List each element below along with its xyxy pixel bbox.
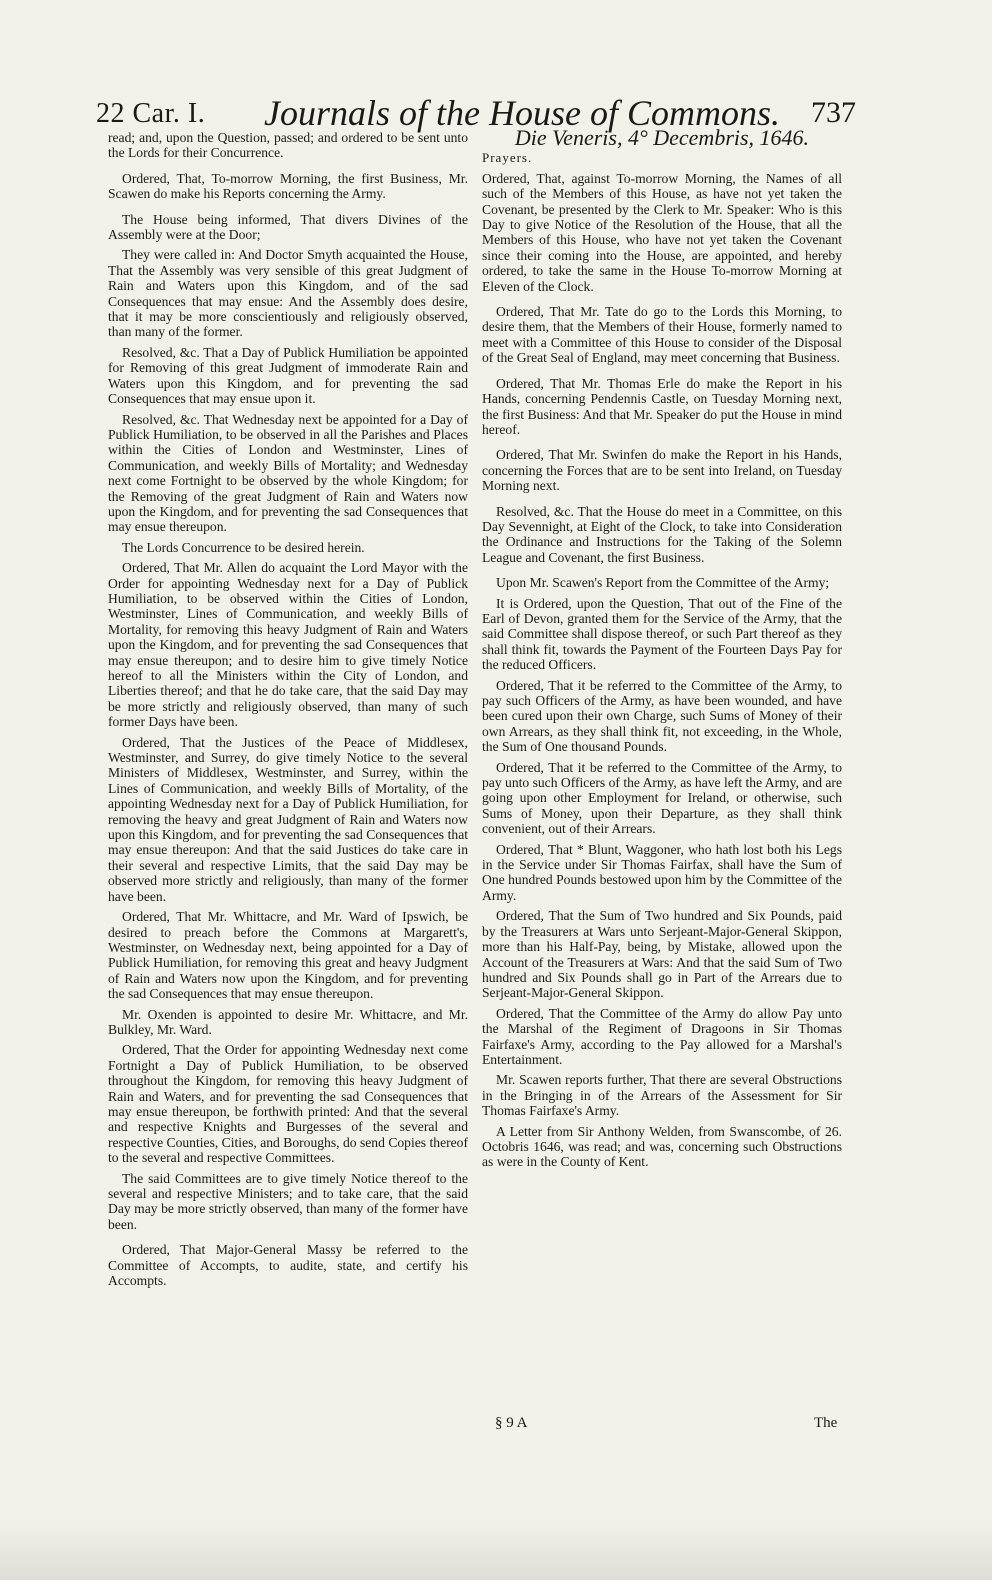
left-column (108, 130, 468, 1293)
page-edge-shadow (0, 1520, 992, 1580)
paragraph: Ordered, That Major-General Massy be referred to the Committee of Accompts, to audite, state, and certify his Accompts. (108, 1242, 468, 1289)
reign-label: 22 Car. I. (96, 98, 206, 129)
paragraph: Ordered, That the Committee of the Army do allow Pay unto the Marshal of the Regiment of Dragoons in Sir Thomas Fairfaxe's Army, according to the Pay allowed for a Marshal's Entertainment. (482, 1005, 842, 1067)
paragraph: Resolved, &c. That Wednesday next be appointed for a Day of Publick Humiliation, to be observed in all the Parishes and Places within the Cities of London and Westminster, Lines of Communication, and weekly Bills of Mortality; and Wednesday next come Fortnight to be observed by the whole Kingdom; for the Removing of the great Judgment of Rain and Waters now upon the Kingdom, and for preventing the sad Consequences that may ensue thereupon. (108, 411, 468, 535)
paragraph: The House being informed, That divers Divines of the Assembly were at the Door; (108, 211, 468, 243)
paragraph: A Letter from Sir Anthony Welden, from Swanscombe, of 26. Octobris 1646, was read; and was, concerning such Obstructions as were in the County of Kent. (482, 1123, 842, 1170)
paragraph: Upon Mr. Scawen's Report from the Committee of the Army; (496, 575, 830, 591)
paragraph: Mr. Scawen reports further, That there are several Obstructions in the Bringing in of the Arrears of the Assessment for Sir Thomas Fairfaxe's Army. (482, 1072, 842, 1119)
paragraph: Resolved, &c. That a Day of Publick Humiliation be appointed for Removing of this great Judgment of immoderate Rain and Waters upon this Kingdom, and for preventing the sad Consequences that may ensue upon it. (108, 344, 468, 407)
paragraph: Ordered, That, against To-morrow Morning, the Names of all such of the Members of this House, as have not yet taken the Covenant, be presented by the Clerk to Mr. Speaker: Who is this Day to give Notice of the Resolution of the House, that all the Members of this House, who have not yet taken the Covenant since their coming into the House, are appointed, and hereby ordered, to take the same in the House To-morrow Morning at Eleven of the Clock. (482, 170, 842, 294)
signature-mark: § 9 A (495, 1415, 528, 1431)
paragraph: Ordered, That Mr. Thomas Erle do make the Report in his Hands, concerning Pendennis Castle, on Tuesday Morning next, the first Business: And that Mr. Speaker do put the House in mind hereof. (482, 375, 842, 437)
page-number: 737 (811, 96, 856, 129)
paragraph: Ordered, That Mr. Whittacre, and Mr. Ward of Ipswich, be desired to preach before the Commons at Margarett's, Westminster, on Wednesday next, being appointed for a Day of Publick Humiliation, for removing this great and heavy Judgment of Rain and Waters now upon the Kingdom, and for preventing the sad Consequences that may ensue thereupon. (108, 909, 468, 1002)
paragraph: Mr. Oxenden is appointed to desire Mr. Whittacre, and Mr. Bulkley, Mr. Ward. (108, 1006, 468, 1037)
paragraph: The said Committees are to give timely Notice thereof to the several and respective Ministers; and to take care, that the said Day may be more strictly observed, than many of the former have been. (108, 1170, 468, 1232)
paragraph: Ordered, That, To-morrow Morning, the first Business, Mr. Scawen do make his Reports concerning the Army. (108, 170, 468, 202)
paragraph: Ordered, That the Sum of Two hundred and Six Pounds, paid by the Treasurers at Wars unto Serjeant-Major-General Skippon, more than his Half-Pay, being, by Mistake, allowed upon the Account of the Treasurers at Wars: And that the said Sum of Two hundred and Six Pounds shall go in Part of the Arrears due to Serjeant-Major-General Skippon. (482, 908, 842, 1001)
paragraph: Ordered, That the Justices of the Peace of Middlesex, Westminster, and Surrey, do give timely Notice to the several Ministers of Middlesex, Westminster, and Surrey, within the Lines of Communication, and weekly Bills of Mortality, of the appointing Wednesday next for a Day of Publick Humiliation, for removing the heavy and great Judgment of Rain and Waters now upon this Kingdom, and for preventing the sad Consequences that may ensue thereupon: And that the said Justices do take care in their several and respective Limits, that the said Day may be observed more strictly and religiously, than many of the former have been. (108, 734, 468, 904)
paragraph: Ordered, That Mr. Allen do acquaint the Lord Mayor with the Order for appointing Wednesday next for a Day of Publick Humiliation, to be observed within the Cities of London, Westminster, Lines of Communication, and weekly Bills of Mortality, for removing this heavy Judgment of Rain and Waters upon the Kingdom, and for preventing the sad Consequences that may ensue thereupon; and to desire him to give timely Notice hereof to all the Ministers within the City of London, and Liberties thereof; and that he do take care, that the said Day may be more strictly and religiously observed, than many of such former Days have been. (108, 560, 468, 730)
paragraph: They were called in: And Doctor Smyth acquainted the House, That the Assembly was very sensible of this great Judgment of Rain and Waters upon this Kingdom, and of the sad Consequences that may ensue: And the Assembly does desire, that it may be more conscientiously and religiously observed, than many of the former. (108, 247, 468, 340)
paragraph: It is Ordered, upon the Question, That out of the Fine of the Earl of Devon, granted them for the Service of the Army, that the said Committee shall dispose thereof, or such Part thereof as they shall think fit, towards the Payment of the Fourteen Days Pay for the reduced Officers. (482, 595, 842, 673)
prayers-heading: Prayers. (482, 150, 533, 166)
paragraph: Ordered, That Mr. Tate do go to the Lords this Morning, to desire them, that the Members of their House, formerly named to meet with a Committee of this House to consider of the Disposal of the Great Seal of England, may meet concerning that Business. (482, 304, 842, 366)
session-date: Die Veneris, 4° Decembris, 1646. (514, 125, 810, 150)
right-column (482, 125, 842, 1175)
paragraph: Ordered, That it be referred to the Committee of the Army, to pay unto such Officers of the Army, as have left the Army, and are going upon other Employment for Ireland, or otherwise, such Sums of Money, upon their Departure, as they shall think convenient, out of their Arrears. (482, 759, 842, 837)
paragraph: Resolved, &c. That the House do meet in a Committee, on this Day Sevennight, at Eight of the Clock, to take into Consideration the Ordinance and Instructions for the Taking of the Solemn League and Covenant, the first Business. (482, 503, 842, 565)
paragraph: The Lords Concurrence to be desired herein. (122, 539, 365, 555)
catchword: The (814, 1415, 838, 1431)
paragraph: read; and, upon the Question, passed; and ordered to be sent unto the Lords for their Concurrence. (108, 130, 468, 161)
paragraph: Ordered, That * Blunt, Waggoner, who hath lost both his Legs in the Service under Sir Thomas Fairfax, shall have the Sum of One hundred Pounds bestowed upon him by the Committee of the Army. (482, 841, 842, 903)
paragraph: Ordered, That it be referred to the Committee of the Army, to pay such Officers of the Army, as have been wounded, and have been cured upon their own Charge, such Sums of Money of their own Arrears, as they shall think fit, not exceeding, in the Whole, the Sum of One thousand Pounds. (482, 677, 842, 755)
paragraph: Ordered, That Mr. Swinfen do make the Report in his Hands, concerning the Forces that are to be sent into Ireland, on Tuesday Morning next. (482, 447, 842, 494)
paragraph: Ordered, That the Order for appointing Wednesday next come Fortnight a Day of Publick Humiliation, to be observed throughout the Kingdom, for removing this heavy Judgment of Rain and Waters, and for preventing the sad Consequences that may ensue thereupon, be forthwith printed: And that the several and respective Knights and Burgesses of the several and respective Counties, Cities, and Boroughs, do send Copies thereof to the several and respective Committees. (108, 1042, 468, 1166)
journal-title: Journals of the House of Commons. (264, 93, 780, 133)
